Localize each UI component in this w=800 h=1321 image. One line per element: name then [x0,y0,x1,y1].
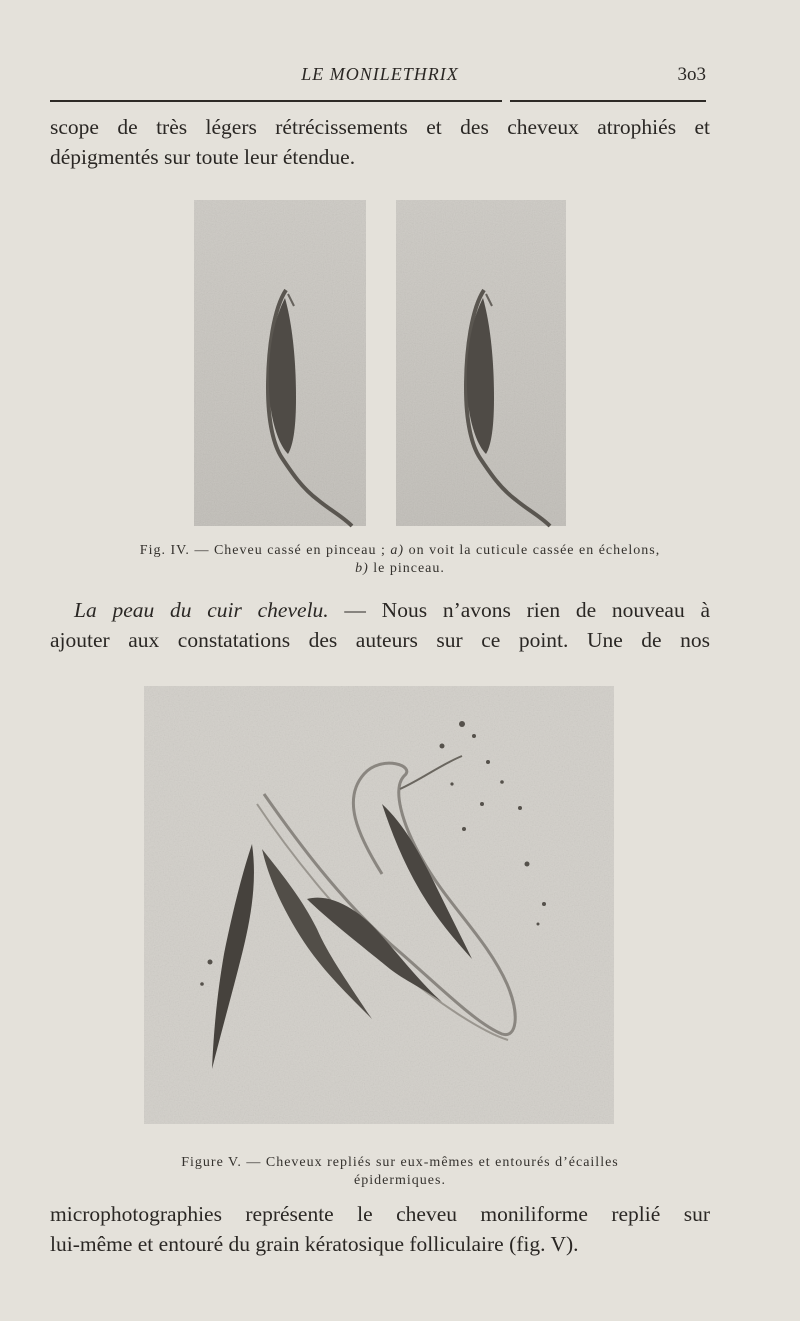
header-rule [50,100,502,102]
text-line: ajouter aux constatations des auteurs sur ce point. Une de nos [50,627,710,652]
text-line: lui-même et entouré du grain kératosique folliculaire (fig. V). [50,1231,579,1256]
caption-text: on voit la cuticule cassée en échelons, [404,543,661,558]
figure-iv-photographs [190,198,570,528]
caption-text: — Cheveu cassé en pinceau ; [189,543,391,558]
text-line: scope de très légers rétrécissements et des cheveux atrophiés et [50,115,710,139]
header-rule [510,100,706,102]
caption-line: Figure V. — Cheveux repliés sur eux-mêmes et entourés d’écailles [181,1155,619,1170]
figure-v-caption [40,1154,760,1190]
paragraph-opening [50,113,710,172]
text-line: microphotographies représente le cheveu moniliforme replié sur [50,1202,710,1226]
page-number: 3o3 [677,64,706,85]
paragraph-closing [50,1200,710,1259]
text-span: — Nous n’avons rien de nouveau à [328,598,711,622]
caption-text: le pinceau. [368,561,445,576]
caption-line [40,560,760,578]
caption-letter-b: b) [355,561,369,576]
text-line: dépigmentés sur toute leur étendue. [50,144,356,169]
running-title: LE MONILETHRIX [301,64,459,84]
page-header [50,60,710,92]
figure-iv-caption [40,542,760,578]
figure-v-photograph [142,684,616,1126]
figure-iv-panel-right [396,200,566,526]
paragraph-scalp [50,596,710,655]
text-line [50,596,710,626]
caption-letter-a: a) [390,543,405,558]
figure-iv-label: Fig. IV. [139,543,190,558]
caption-line [40,542,760,560]
caption-line: épidermiques. [354,1173,446,1188]
section-title: La peau du cuir chevelu. [74,598,329,622]
figure-iv-panel-left [194,200,366,526]
